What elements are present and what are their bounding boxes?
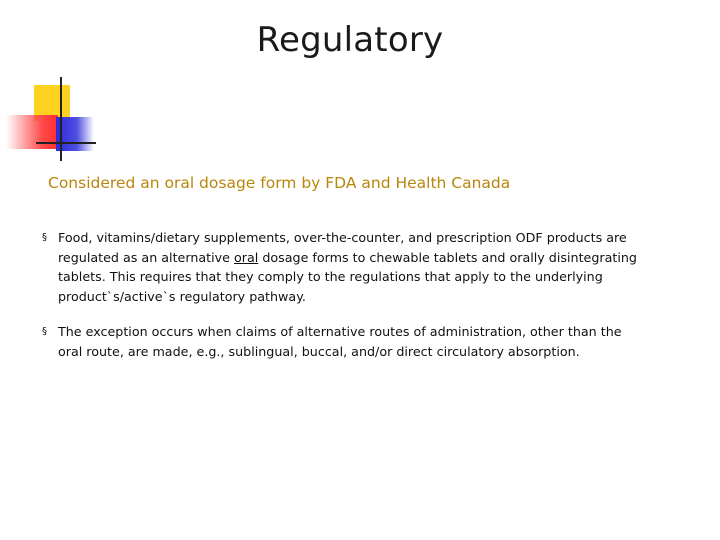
logo-horizontal-line xyxy=(36,142,96,144)
bullet-marker-icon: § xyxy=(42,232,47,243)
bullet-text: Food, vitamins/dietary supplements, over-the-counter, and prescription ODF products are regulated as an alternative xyxy=(58,230,627,265)
bullet-text: The exception occurs when claims of alternative routes of administration, other than the oral route, are made, e.g., sublingual, buccal, and/or direct circulatory absorption. xyxy=(58,324,622,359)
slide-subtitle: Considered an oral dosage form by FDA and Health Canada xyxy=(48,174,511,192)
logo-vertical-line xyxy=(60,77,62,161)
bullet-item xyxy=(42,228,642,306)
bullet-marker-icon: § xyxy=(42,326,47,337)
bullet-list xyxy=(42,228,642,377)
slide-title: Regulatory xyxy=(256,20,444,60)
slide-logo-decoration xyxy=(0,75,110,165)
bullet-emphasis: oral xyxy=(234,249,259,265)
bullet-text-end: dosage forms to chewable tablets and orally disintegrating tablets. This requires that they comply to the regulations that apply to the underlying product`s/active`s regulatory pathway. xyxy=(58,249,637,304)
bullet-item xyxy=(42,322,642,361)
